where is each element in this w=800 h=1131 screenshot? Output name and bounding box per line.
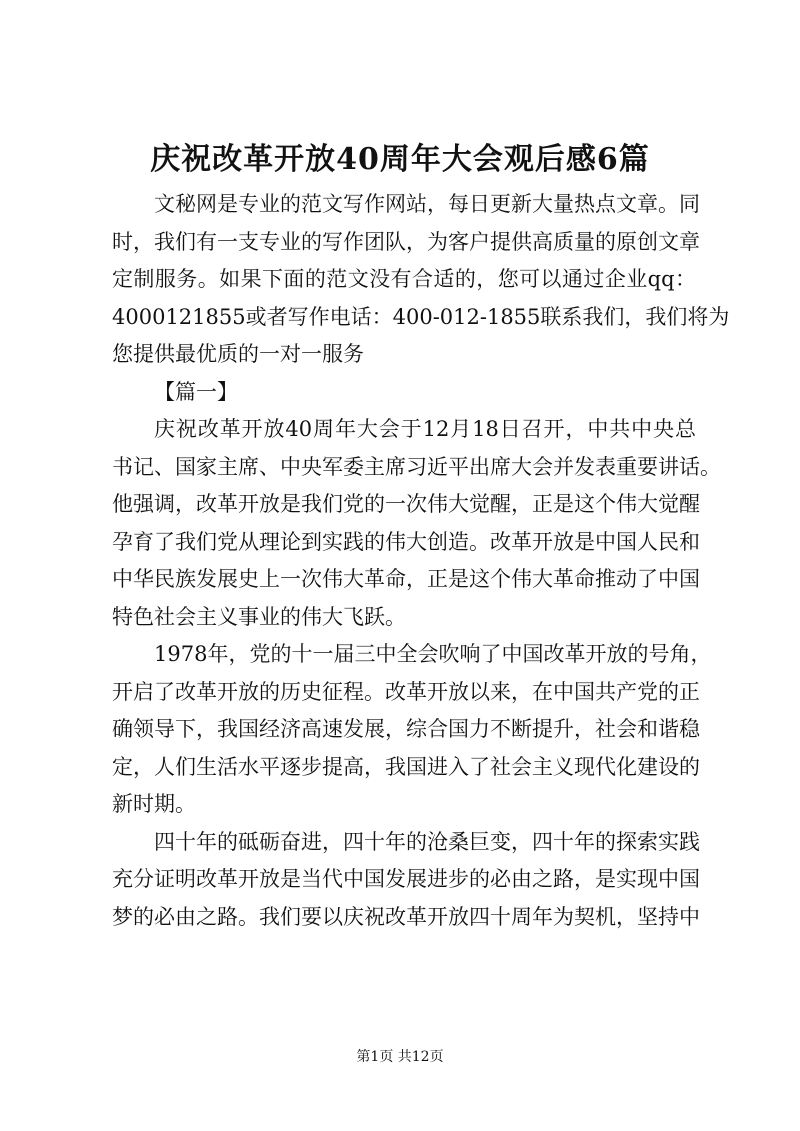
intro-line: 时，我们有一支专业的写作团队，为客户提供高质量的原创文章 — [112, 229, 700, 254]
page-footer: 第1页 共12页 — [356, 1049, 444, 1065]
paragraph-line: 书记、国家主席、中央军委主席习近平出席大会并发表重要讲话。 — [112, 454, 721, 479]
section-heading: 【篇一】 — [154, 379, 238, 404]
paragraph-line: 充分证明改革开放是当代中国发展进步的必由之路，是实现中国 — [112, 867, 700, 891]
paragraph-line: 确领导下，我国经济高速发展，综合国力不断提升，社会和谐稳 — [112, 717, 700, 741]
body-paragraph — [112, 636, 712, 824]
paragraph-line: 梦的必由之路。我们要以庆祝改革开放四十周年为契机，坚持中 — [112, 904, 700, 929]
body-paragraph — [112, 411, 721, 636]
paragraph-line: 四十年的砥砺奋进，四十年的沧桑巨变，四十年的探索实践 — [154, 829, 700, 854]
intro-line: 您提供最优质的一对一服务 — [112, 342, 364, 366]
document-body — [112, 186, 730, 936]
intro-paragraph — [112, 186, 730, 374]
paragraph-line: 新时期。 — [112, 792, 196, 816]
paragraph-line: 定，人们生活水平逐步提高，我国进入了社会主义现代化建设的 — [112, 754, 700, 779]
paragraph-line: 开启了改革开放的历史征程。改革开放以来，在中国共产党的正 — [112, 679, 700, 704]
paragraph-line: 孕育了我们党从理论到实践的伟大创造。改革开放是中国人民和 — [112, 529, 700, 554]
paragraph-line: 庆祝改革开放40周年大会于12月18日召开，中共中央总 — [154, 417, 696, 441]
paragraph-line: 他强调，改革开放是我们党的一次伟大觉醒，正是这个伟大觉醒 — [112, 492, 700, 516]
document-title: 庆祝改革开放40周年大会观后感6篇 — [150, 142, 650, 177]
body-paragraph — [112, 824, 700, 937]
intro-line: 4000121855或者写作电话：400-012-1855联系我们，我们将为 — [112, 304, 730, 329]
paragraph-line: 1978年，党的十一届三中全会吹响了中国改革开放的号角， — [154, 642, 712, 666]
paragraph-line: 特色社会主义事业的伟大飞跃。 — [112, 604, 406, 629]
intro-line: 文秘网是专业的范文写作网站，每日更新大量热点文章。同 — [154, 192, 700, 216]
paragraph-line: 中华民族发展史上一次伟大革命，正是这个伟大革命推动了中国 — [112, 567, 700, 591]
intro-line: 定制服务。如果下面的范文没有合适的，您可以通过企业qq： — [112, 267, 696, 291]
